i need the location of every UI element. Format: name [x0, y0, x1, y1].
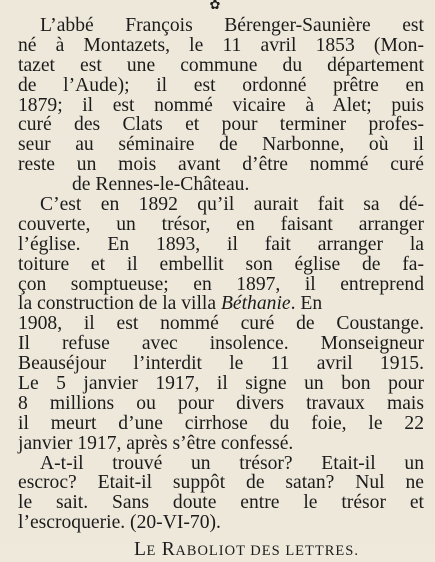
signature [18, 540, 424, 560]
text-line: seur au séminaire de Narbonne, où il [18, 134, 424, 156]
text-line: 1879; il est nommé vicaire à Alet; puis [18, 94, 424, 116]
text-line: tazet est une commune du département [18, 54, 424, 76]
text-line: de Rennes-le-Château. [72, 174, 250, 196]
text-line: couverte, un trésor, en faisant arranger [18, 213, 424, 235]
spacer [18, 533, 424, 540]
text-line: Il refuse avec insolence. Monseigneur [18, 333, 424, 355]
text-line: né à Montazets, le 11 avril 1853 (Mon- [18, 34, 424, 56]
text-line: 8 millions ou pour divers travaux mais [18, 392, 424, 414]
signature-smallcaps: E [146, 543, 157, 560]
text-line: 1908, il est nommé curé de Coustange. [18, 313, 424, 335]
text-line: il meurt d’une cirrhose du foie, le 22 [18, 412, 424, 434]
text-line: toiture et il embellit son église de fa- [18, 253, 424, 275]
text-line: de l’Aude); il est ordonné prêtre en [18, 74, 424, 96]
text-line: çon somptueuse; en 1897, il entreprend [18, 273, 424, 295]
text-line: janvier 1917, après s’être confessé. [18, 432, 294, 454]
signature-initial: L [134, 539, 147, 561]
signature-initial: R [161, 539, 176, 561]
text-line: curé des Clats et pour terminer profes- [18, 114, 424, 136]
text-line: Le 5 janvier 1917, il signe un bon pour [18, 373, 424, 395]
villa-name: Béthanie [220, 293, 291, 315]
flower-ornament-icon: ✿ [209, 0, 221, 13]
text-line: C’est en 1892 qu’il aurait fait sa dé- [40, 194, 424, 216]
signature-smallcaps: ABOLIOT DES LETTRES. [175, 543, 359, 560]
text-line: l’escroquerie. (20-VI-70). [18, 512, 221, 534]
text-line: escroc? Etait-il suppôt de satan? Nul ne [18, 472, 424, 494]
text-line: l’église. En 1893, il fait arranger la [18, 233, 424, 255]
text-line: reste un mois avant d’être nommé curé [18, 154, 424, 176]
text-line: Beauséjour l’interdit le 11 avril 1915. [18, 353, 424, 375]
text-line-with-italic [18, 294, 424, 314]
text-line: A-t-il trouvé un trésor? Etait-il un [40, 452, 424, 474]
text-run: la construction de la villa [18, 293, 221, 315]
article-body [18, 16, 424, 560]
text-run: . En [290, 293, 323, 315]
text-line: le sait. Sans doute entre le trésor et [18, 492, 424, 514]
text-line: L’abbé François Bérenger-Saunière est [40, 15, 424, 36]
